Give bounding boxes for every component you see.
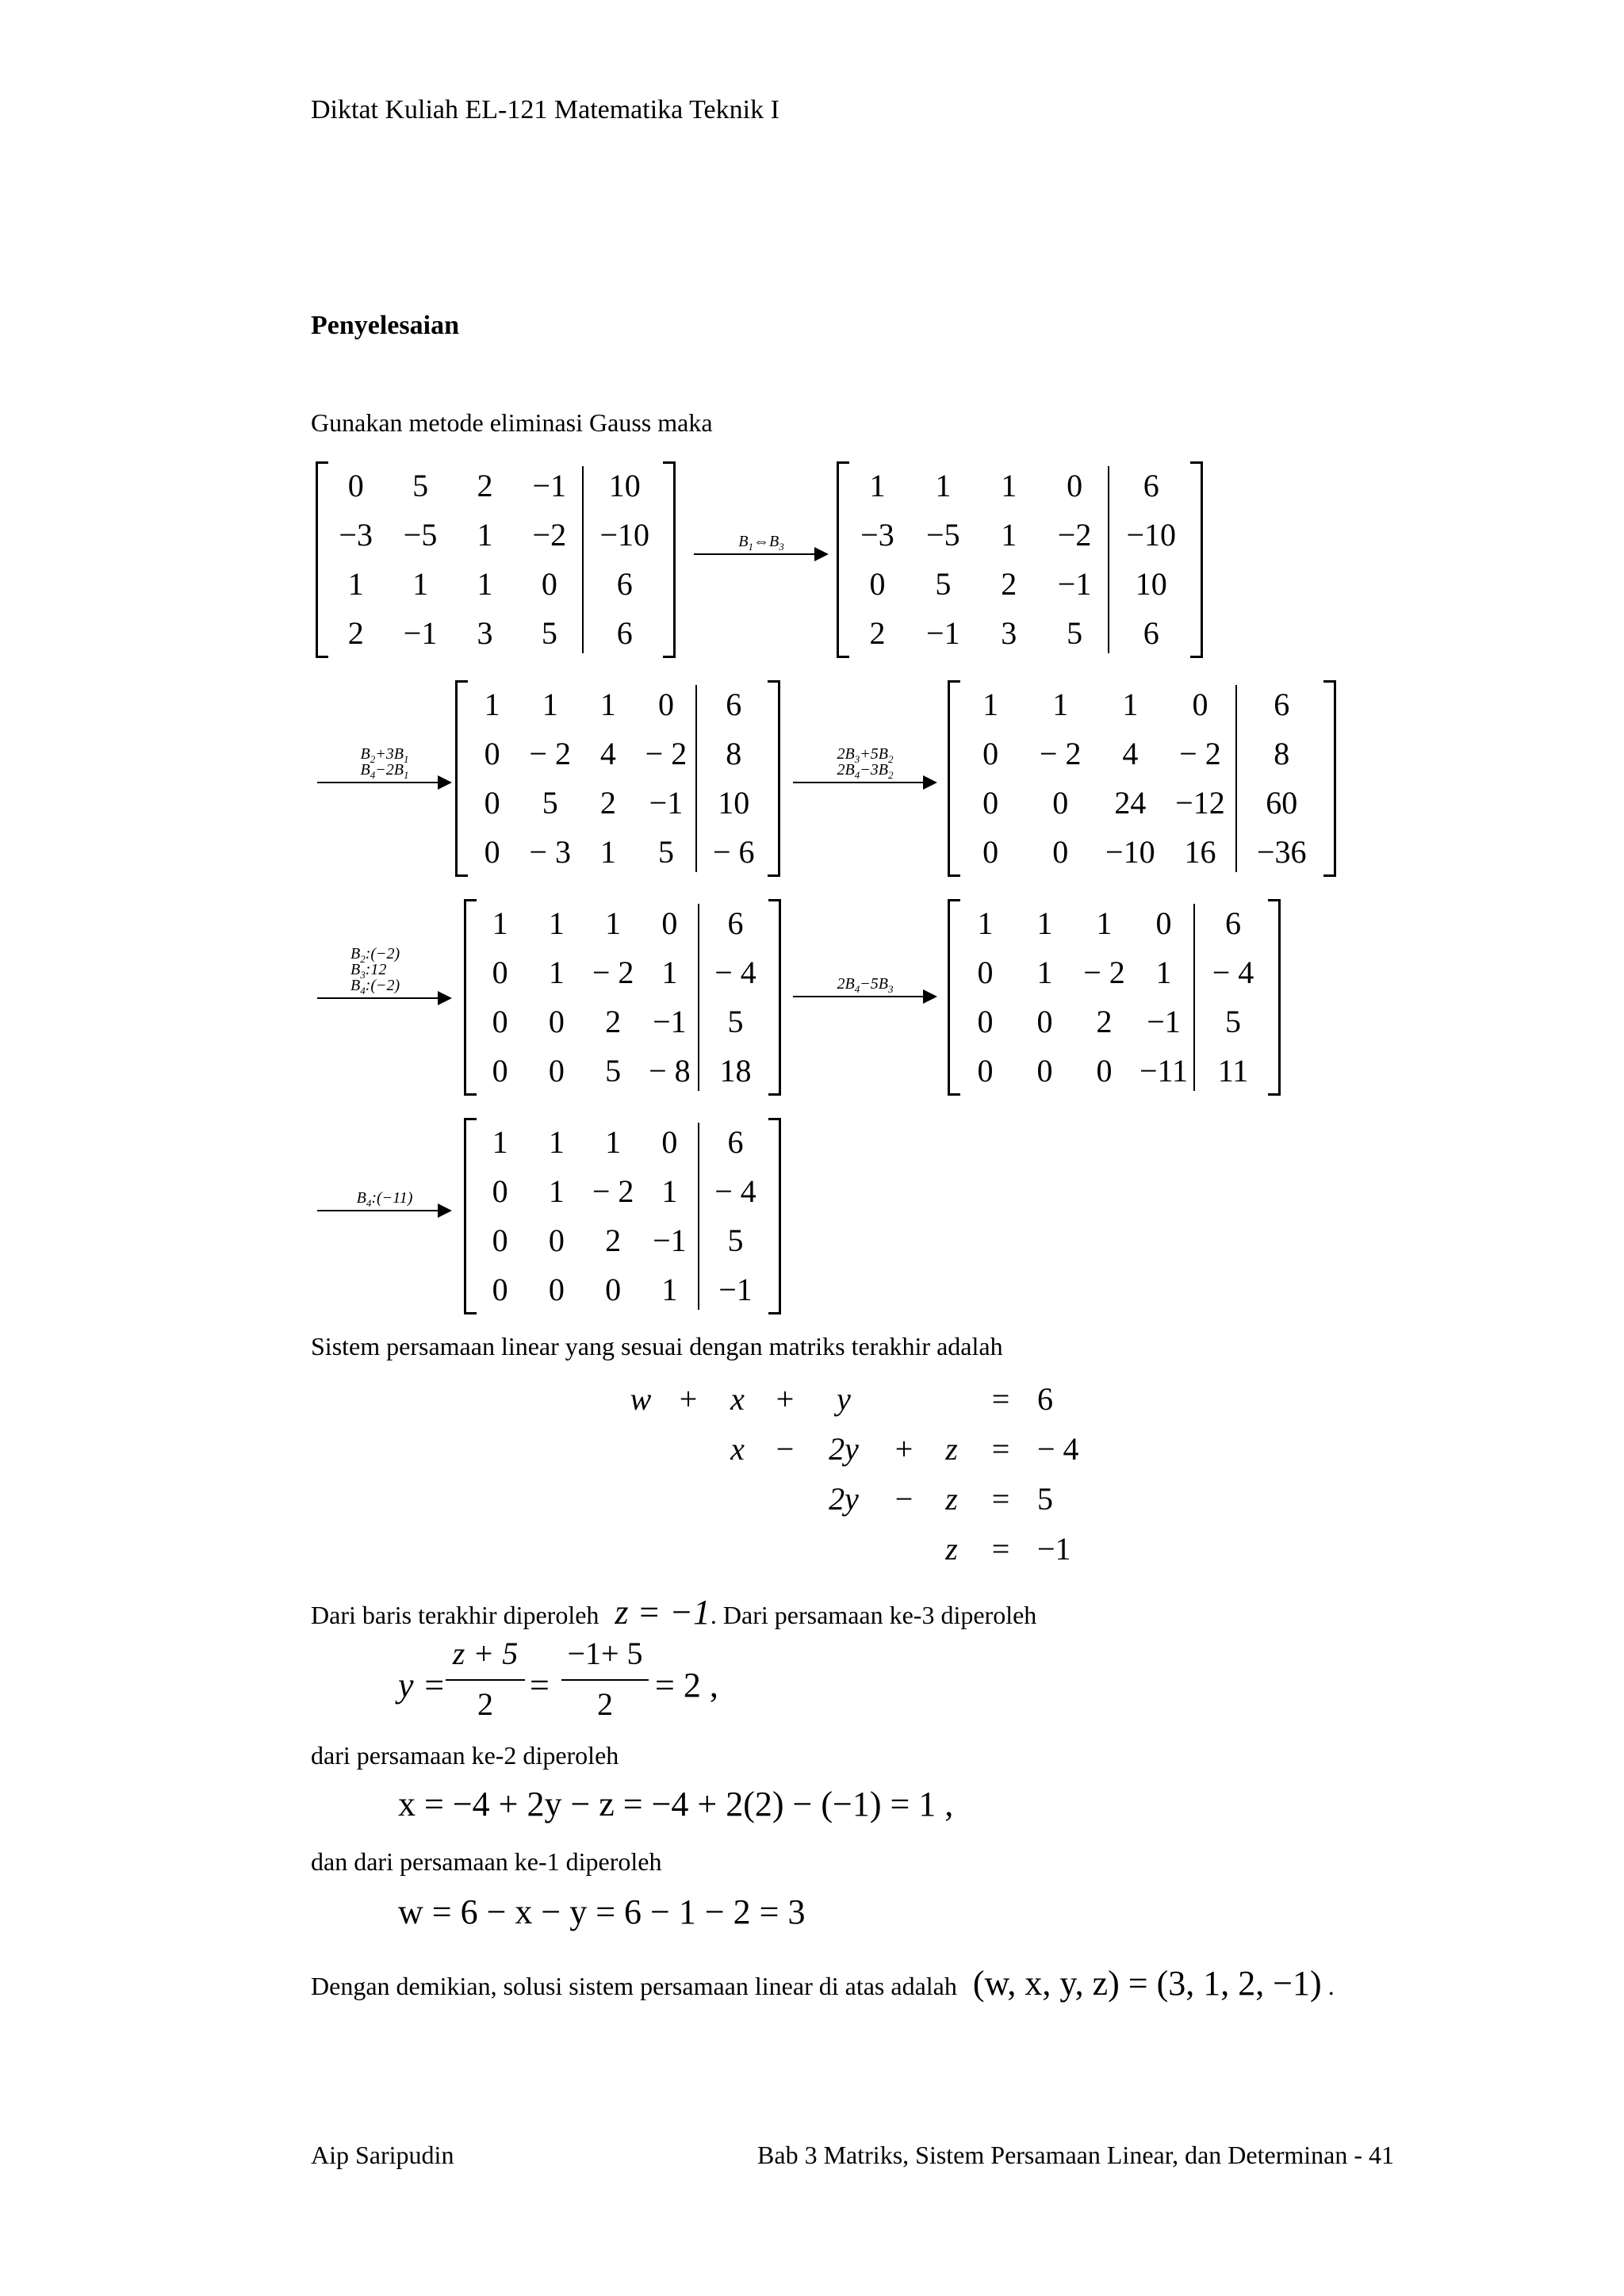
matrix-entry: 2 xyxy=(347,615,364,651)
system-token: − xyxy=(894,1481,914,1517)
matrix-entry: −10 xyxy=(1105,834,1155,870)
matrix-entry: − 2 xyxy=(1039,736,1082,771)
matrix-entry: 1 xyxy=(1001,468,1017,503)
matrix-constant: 5 xyxy=(727,1223,744,1258)
matrix-entry: − 8 xyxy=(649,1053,691,1089)
matrix-constant: 11 xyxy=(1217,1053,1249,1089)
matrix-entry: − 2 xyxy=(645,736,688,771)
matrix-entry: 5 xyxy=(541,615,557,651)
matrix-constant: 10 xyxy=(718,785,750,821)
fraction-bar xyxy=(561,1679,649,1681)
system-token: = xyxy=(991,1431,1010,1467)
matrix-entry: −1 xyxy=(1147,1004,1181,1039)
matrix-entry: −1 xyxy=(653,1004,687,1039)
row-op-label: $B_3:12$ xyxy=(350,961,387,981)
matrix-constant: 6 xyxy=(616,615,633,651)
footer-chapter: Bab 3 Matriks, Sistem Persamaan Linear, dan Determinan - 41 xyxy=(757,2141,1394,2169)
row-op-label: $B_4:(-11)$ xyxy=(356,1189,413,1209)
matrix-entry: 2 xyxy=(1096,1004,1113,1039)
matrix-constant: 6 xyxy=(727,1124,744,1160)
matrix-entry: 1 xyxy=(977,905,994,941)
row-op-label: $2B_4-3B_2$ xyxy=(837,761,894,781)
matrix-constant: 5 xyxy=(727,1004,744,1039)
matrix-entry: 3 xyxy=(477,615,493,651)
matrix-entry: 5 xyxy=(657,834,674,870)
matrix-entry: 0 xyxy=(1096,1053,1113,1089)
system-token: z xyxy=(945,1431,958,1467)
solution-tuple: (w, x, y, z) = (3, 1, 2, −1) xyxy=(972,1964,1322,2003)
system-token: 2y xyxy=(829,1481,859,1517)
matrix-entry: 0 xyxy=(1052,834,1069,870)
system-token: 5 xyxy=(1037,1481,1053,1517)
matrix-constant: 6 xyxy=(616,566,633,602)
matrix-entry: 1 xyxy=(542,687,558,722)
back-sub-line-1 xyxy=(311,1592,1036,1632)
matrix-entry: 5 xyxy=(935,566,952,602)
row-op-arrow xyxy=(694,533,829,564)
matrix-entry: 0 xyxy=(548,1223,565,1258)
matrix-entry: 0 xyxy=(347,468,364,503)
matrix-constant: 6 xyxy=(1225,905,1241,941)
matrix-constant: −10 xyxy=(599,517,650,553)
matrix-constant: 6 xyxy=(726,687,742,722)
matrix-entry: −12 xyxy=(1175,785,1225,821)
back-sub-line-2: dari persamaan ke-2 diperoleh xyxy=(311,1741,619,1770)
matrix-entry: 0 xyxy=(605,1272,622,1307)
matrix-entry: −2 xyxy=(1057,517,1092,553)
matrix-entry: 0 xyxy=(982,785,999,821)
matrix-entry: − 2 xyxy=(529,736,571,771)
running-header: Diktat Kuliah EL-121 Matematika Teknik I xyxy=(311,95,779,124)
matrix-entry: 1 xyxy=(548,1173,565,1209)
matrix-entry: 1 xyxy=(548,955,565,990)
system-token: x xyxy=(730,1431,745,1467)
y-lhs: y = xyxy=(398,1666,446,1705)
matrix-constant: 10 xyxy=(1135,566,1167,602)
matrix-entry: −1 xyxy=(532,468,567,503)
matrix-entry: 1 xyxy=(548,1124,565,1160)
matrix-entry: 1 xyxy=(412,566,429,602)
system-token: w xyxy=(630,1381,652,1417)
matrix-entry: 3 xyxy=(1001,615,1017,651)
matrix-entry: 1 xyxy=(548,905,565,941)
matrix-entry: −1 xyxy=(1057,566,1092,602)
matrix-entry: 1 xyxy=(492,905,508,941)
matrix-entry: 1 xyxy=(1155,955,1172,990)
row-op-arrow xyxy=(793,745,937,790)
row-op-label: $2B_3+5B_2$ xyxy=(837,745,894,765)
matrix-entry: 5 xyxy=(412,468,429,503)
augmented-matrix xyxy=(464,1118,781,1314)
system-intro: Sistem persamaan linear yang sesuai dengan matriks terakhir adalah xyxy=(311,1332,1003,1360)
matrix-entry: 1 xyxy=(1052,687,1069,722)
matrix-constant: 18 xyxy=(719,1053,752,1089)
matrix-entry: 5 xyxy=(542,785,558,821)
back-sub-line-3: dan dari persamaan ke-1 diperoleh xyxy=(311,1847,662,1876)
fraction-bar xyxy=(446,1679,525,1681)
matrix-entry: 0 xyxy=(1036,1053,1053,1089)
matrix-entry: 1 xyxy=(1096,905,1113,941)
system-token: − xyxy=(776,1431,795,1467)
matrix-entry: 1 xyxy=(599,834,616,870)
matrix-entry: 0 xyxy=(982,736,999,771)
matrix-entry: 0 xyxy=(492,1223,508,1258)
matrix-constant: − 4 xyxy=(1212,955,1254,990)
matrix-entry: 0 xyxy=(977,1053,994,1089)
matrix-entry: 0 xyxy=(661,1124,678,1160)
matrix-entry: 0 xyxy=(661,905,678,941)
matrix-entry: 1 xyxy=(599,687,616,722)
matrix-constant: 5 xyxy=(1225,1004,1241,1039)
matrix-entry: 2 xyxy=(1001,566,1017,602)
fraction-numerator: z + 5 xyxy=(452,1636,519,1671)
text: . xyxy=(1327,1972,1335,2000)
matrix-entry: −2 xyxy=(532,517,567,553)
matrix-entry: 0 xyxy=(492,1272,508,1307)
matrix-entry: 0 xyxy=(869,566,886,602)
system-token: = xyxy=(991,1531,1010,1567)
matrix-entry: 4 xyxy=(1122,736,1139,771)
matrix-entry: 1 xyxy=(1036,905,1053,941)
matrix-entry: 1 xyxy=(605,905,622,941)
row-op-arrow xyxy=(317,945,452,1007)
matrix-entry: 2 xyxy=(605,1004,622,1039)
row-op-arrow xyxy=(317,745,452,790)
matrix-entry: 0 xyxy=(1067,468,1083,503)
matrix-entry: 5 xyxy=(1067,615,1083,651)
matrix-entry: −5 xyxy=(403,517,438,553)
matrix-constant: 6 xyxy=(1143,615,1159,651)
matrix-entry: 24 xyxy=(1114,785,1147,821)
matrix-constant: − 4 xyxy=(714,1173,756,1209)
matrix-constant: 6 xyxy=(727,905,744,941)
matrix-entry: −1 xyxy=(403,615,438,651)
matrix-entry: 0 xyxy=(492,955,508,990)
matrix-entry: −5 xyxy=(926,517,960,553)
equation: z = −1 xyxy=(615,1593,710,1632)
matrix-entry: 1 xyxy=(477,566,493,602)
matrix-entry: − 2 xyxy=(592,1173,634,1209)
text: Dengan demikian, solusi sistem persamaan linear di atas adalah xyxy=(311,1972,957,2000)
matrix-entry: 0 xyxy=(548,1053,565,1089)
matrix-entry: 1 xyxy=(869,468,886,503)
system-token: + xyxy=(679,1381,698,1417)
row-op-label: $B_1\Leftrightarrow B_3$ xyxy=(738,533,784,553)
matrix-entry: −1 xyxy=(649,785,684,821)
intro-text: Gunakan metode eliminasi Gauss maka xyxy=(311,408,713,437)
matrix-entry: 4 xyxy=(599,736,616,771)
row-op-arrow xyxy=(317,1189,452,1221)
matrix-entry: 1 xyxy=(661,1272,678,1307)
matrix-entry: −1 xyxy=(653,1223,687,1258)
row-op-label: $B_2:(-2)$ xyxy=(350,945,400,965)
matrix-constant: 10 xyxy=(608,468,641,503)
row-op-label: $B_4:(-2)$ xyxy=(350,977,400,997)
fraction-denominator: 2 xyxy=(477,1686,493,1722)
matrix-constant: 8 xyxy=(726,736,742,771)
matrix-entry: 0 xyxy=(977,1004,994,1039)
matrix-entry: 1 xyxy=(484,687,500,722)
matrix-constant: − 6 xyxy=(712,834,755,870)
y-result: = 2 , xyxy=(655,1666,718,1705)
system-token: z xyxy=(945,1531,958,1567)
matrix-entry: 0 xyxy=(492,1004,508,1039)
matrix-entry: 0 xyxy=(492,1173,508,1209)
matrix-entry: 1 xyxy=(477,517,493,553)
matrix-entry: 1 xyxy=(1001,517,1017,553)
matrix-entry: 2 xyxy=(599,785,616,821)
fraction-numerator: −1+ 5 xyxy=(567,1636,643,1671)
text: . Dari persamaan ke-3 diperoleh xyxy=(710,1601,1037,1629)
equals: = xyxy=(530,1666,550,1705)
system-token: x xyxy=(730,1381,745,1417)
matrix-entry: 0 xyxy=(977,955,994,990)
matrix-constant: 6 xyxy=(1274,687,1290,722)
fraction-denominator: 2 xyxy=(597,1686,613,1722)
matrix-entry: 0 xyxy=(492,1053,508,1089)
matrix-entry: −1 xyxy=(926,615,960,651)
matrix-entry: − 2 xyxy=(592,955,634,990)
system-token: + xyxy=(894,1431,914,1467)
system-token: −1 xyxy=(1037,1531,1071,1567)
x-equation: x = −4 + 2y − z = −4 + 2(2) − (−1) = 1 , xyxy=(398,1785,954,1823)
footer-author: Aip Saripudin xyxy=(311,2141,454,2169)
matrix-entry: −3 xyxy=(860,517,894,553)
matrix-entry: 0 xyxy=(548,1004,565,1039)
matrix-entry: 0 xyxy=(1052,785,1069,821)
matrix-entry: − 2 xyxy=(1083,955,1125,990)
matrix-constant: −36 xyxy=(1256,834,1307,870)
matrix-entry: −11 xyxy=(1139,1053,1189,1089)
matrix-entry: 1 xyxy=(661,1173,678,1209)
matrix-entry: 1 xyxy=(605,1124,622,1160)
matrix-constant: − 4 xyxy=(714,955,756,990)
matrix-entry: − 2 xyxy=(1179,736,1221,771)
matrix-constant: 6 xyxy=(1143,468,1159,503)
system-token: + xyxy=(776,1381,795,1417)
matrix-entry: 0 xyxy=(484,834,500,870)
w-equation: w = 6 − x − y = 6 − 1 − 2 = 3 xyxy=(398,1892,806,1931)
row-op-label: $B_4-2B_1$ xyxy=(360,761,409,781)
matrix-entry: 0 xyxy=(484,736,500,771)
system-token: 6 xyxy=(1037,1381,1053,1417)
conclusion xyxy=(311,1963,1335,2003)
matrix-entry: 1 xyxy=(935,468,952,503)
matrix-entry: 1 xyxy=(1036,955,1053,990)
matrix-entry: 0 xyxy=(548,1272,565,1307)
matrix-entry: −3 xyxy=(339,517,373,553)
system-token: y xyxy=(837,1381,851,1417)
matrix-entry: 0 xyxy=(1155,905,1172,941)
row-op-arrow xyxy=(793,975,937,1007)
matrix-entry: 0 xyxy=(657,687,674,722)
matrix-constant: −1 xyxy=(718,1272,753,1307)
matrix-entry: 1 xyxy=(347,566,364,602)
matrix-entry: 2 xyxy=(605,1223,622,1258)
matrix-entry: 2 xyxy=(477,468,493,503)
matrix-constant: 60 xyxy=(1266,785,1298,821)
matrix-entry: − 3 xyxy=(529,834,571,870)
augmented-matrix xyxy=(948,680,1336,877)
matrix-entry: 5 xyxy=(605,1053,622,1089)
matrix-entry: 0 xyxy=(1036,1004,1053,1039)
system-token: = xyxy=(991,1481,1010,1517)
matrix-entry: 0 xyxy=(541,566,557,602)
matrix-entry: 1 xyxy=(661,955,678,990)
system-token: − 4 xyxy=(1037,1431,1079,1467)
matrix-entry: 1 xyxy=(982,687,999,722)
row-op-label: $B_2+3B_1$ xyxy=(360,745,409,765)
matrix-entry: 16 xyxy=(1184,834,1216,870)
system-token: z xyxy=(945,1481,958,1517)
matrix-entry: 0 xyxy=(484,785,500,821)
system-token: = xyxy=(991,1381,1010,1417)
matrix-entry: 0 xyxy=(982,834,999,870)
augmented-matrix xyxy=(316,461,676,658)
matrix-constant: −10 xyxy=(1126,517,1177,553)
augmented-matrix xyxy=(455,680,780,877)
matrix-entry: 1 xyxy=(1122,687,1139,722)
matrix-constant: 8 xyxy=(1274,736,1290,771)
row-op-label: $2B_4-5B_3$ xyxy=(837,975,894,995)
augmented-matrix xyxy=(948,899,1281,1096)
augmented-matrix xyxy=(837,461,1203,658)
matrix-entry: 2 xyxy=(869,615,886,651)
section-title: Penyelesaian xyxy=(311,311,459,340)
matrix-entry: 1 xyxy=(492,1124,508,1160)
matrix-entry: 0 xyxy=(1192,687,1208,722)
text: Dari baris terakhir diperoleh xyxy=(311,1601,599,1629)
system-token: 2y xyxy=(829,1431,859,1467)
augmented-matrix xyxy=(464,899,781,1096)
